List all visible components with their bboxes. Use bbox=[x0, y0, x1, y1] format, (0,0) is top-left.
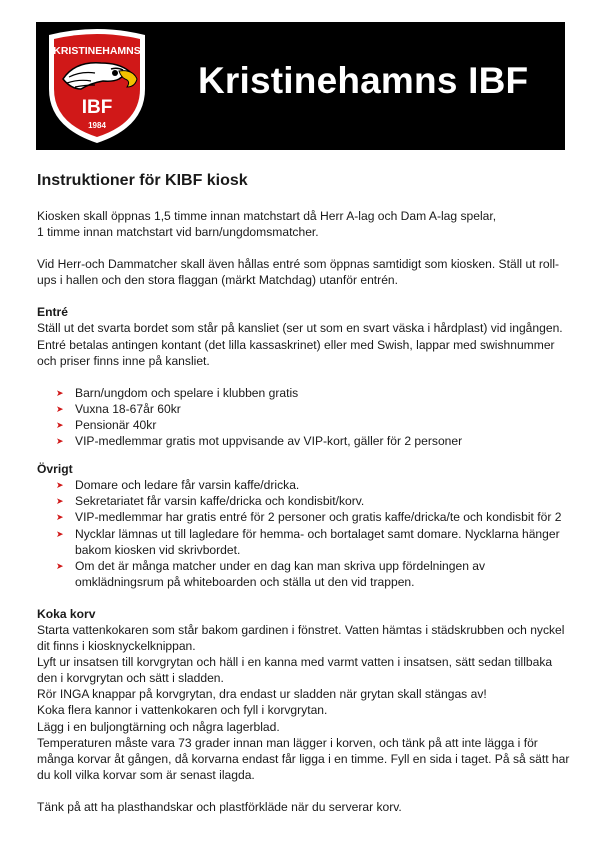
dam-line: Vid Herr-och Dammatcher skall även hållas entré som öppnas samtidigt som kiosken. Ställ ut roll- bbox=[37, 257, 560, 272]
document-title: Instruktioner för KIBF kiosk bbox=[37, 172, 248, 189]
intro-line: Kiosken skall öppnas 1,5 timme innan matchstart då Herr A-lag och Dam A-lag spelar, bbox=[37, 209, 497, 223]
arrow-bullet-icon: ➤ bbox=[56, 528, 64, 539]
arrow-bullet-icon: ➤ bbox=[56, 436, 64, 447]
list-item: ➤ Domare och ledare får varsin kaffe/dricka. bbox=[56, 478, 300, 493]
korv-heading: Koka korv bbox=[37, 606, 96, 621]
intro-line: 1 timme innan matchstart vid barn/ungdomsmatcher. bbox=[37, 225, 319, 240]
club-logo bbox=[45, 27, 149, 146]
entre-line: och priser finns inne på kansliet. bbox=[37, 353, 210, 368]
arrow-bullet-icon: ➤ bbox=[56, 403, 64, 414]
dam-line: ups i hallen och den stora flaggan (märkt Matchdag) utanför entrén. bbox=[37, 273, 399, 288]
document-body bbox=[37, 172, 570, 831]
dam-paragraph bbox=[37, 256, 567, 288]
list-item: ➤ Vuxna 18-67år 60kr bbox=[56, 401, 181, 416]
intro-paragraph bbox=[37, 208, 567, 240]
entre-line: Entré betalas antingen kontant (det lilla kassaskrinet) eller med Swish, lappar med swishnummer bbox=[37, 337, 555, 352]
list-item: ➤ Barn/ungdom och spelare i klubben gratis bbox=[56, 385, 299, 400]
entre-line: Ställ ut det svarta bordet som står på kansliet (ser ut som en svart väska i hårdplast) vid ingången. bbox=[37, 321, 563, 336]
svg-text:IBF: IBF bbox=[81, 97, 113, 118]
arrow-bullet-icon: ➤ bbox=[56, 419, 64, 430]
arrow-bullet-icon: ➤ bbox=[56, 496, 64, 507]
entre-heading: Entré bbox=[37, 305, 68, 320]
arrow-bullet-icon: ➤ bbox=[56, 512, 64, 523]
list-item: ➤ Sekretariatet får varsin kaffe/dricka och kondisbit/korv. bbox=[56, 494, 365, 509]
arrow-bullet-icon: ➤ bbox=[56, 480, 64, 491]
korv-paragraph: Starta vattenkokaren som står bakom gardinen i fönstret. Vatten hämtas i städskrubben och nyckel dit finns i kiosknyckelknippan. Lyft ur insatsen till korvgrytan och häll i en kanna med varmt vatten i insatsen, sätt sedan tillbaka den i korvgrytan och sätt i sladden. Rör INGA knappar på korvgrytan, dra endast ur sladden när grytan skall stängas av! Koka flera kannor i vattenkokaren och fyll i korvgrytan. Lägg i en buljongtärning och några lagerblad. Temperaturen måste vara 73 grader innan man lägger i korven, och tänk på att inte lägga i för många korvar åt gången, då korvarna endast får ligga i en timme. Fyll en sida i taget. På så sätt har du koll vilka korvar som är senast ilagda. bbox=[37, 622, 570, 782]
club-name: Kristinehamns IBF bbox=[198, 60, 529, 101]
list-item: ➤ VIP-medlemmar gratis mot uppvisande av VIP-kort, gäller för 2 personer bbox=[56, 434, 463, 449]
closing-note: Tänk på att ha plasthandskar och plastförkläde när du serverar korv. bbox=[37, 799, 402, 814]
arrow-bullet-icon: ➤ bbox=[56, 560, 64, 571]
list-item: ➤ Om det är många matcher under en dag kan man skriva upp fördelningen av omklädningsrum på whiteboarden och ställa ut den vid trappen. bbox=[56, 558, 486, 589]
ovrigt-heading: Övrigt bbox=[37, 462, 73, 477]
entre-paragraph bbox=[37, 320, 567, 368]
list-item: ➤ VIP-medlemmar har gratis entré för 2 personer och gratis kaffe/dricka/te och kondisbit för 2 bbox=[56, 510, 562, 525]
list-item: ➤ Nycklar lämnas ut till lagledare för hemma- och bortalaget samt domare. Nycklarna hänger bakom kiosken vid skrivbordet. bbox=[56, 526, 560, 557]
ovrigt-list bbox=[37, 477, 567, 590]
list-item: ➤ Pensionär 40kr bbox=[56, 417, 157, 432]
arrow-bullet-icon: ➤ bbox=[56, 387, 64, 398]
entre-price-list bbox=[37, 385, 567, 449]
svg-text:KRISTINEHAMNS: KRISTINEHAMNS bbox=[53, 45, 141, 57]
header-banner bbox=[36, 22, 565, 150]
svg-text:1984: 1984 bbox=[88, 121, 106, 130]
